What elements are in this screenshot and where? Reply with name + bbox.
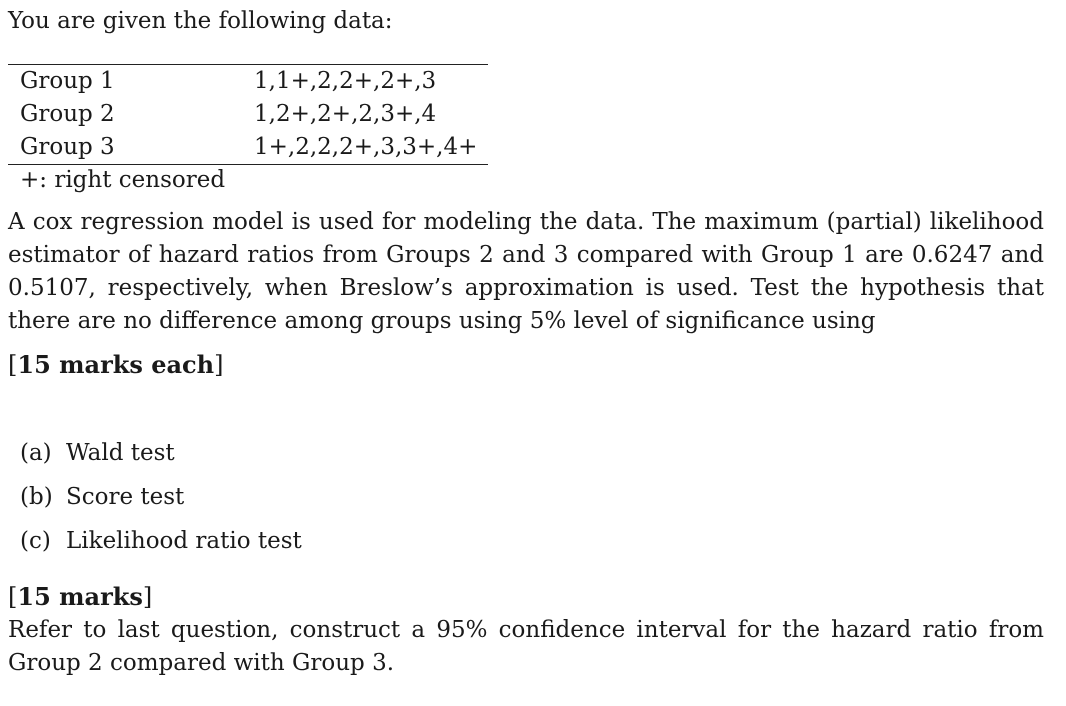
list-item xyxy=(20,482,302,526)
list-item xyxy=(20,438,302,482)
left-bracket: [ xyxy=(8,351,18,379)
marks-label-text: 15 marks each xyxy=(17,350,215,379)
list-item xyxy=(20,526,302,570)
marks-label-text: 15 marks xyxy=(17,582,143,611)
group-label: Group 3 xyxy=(20,134,115,160)
question-parts xyxy=(20,438,302,570)
group-label: Group 2 xyxy=(20,101,115,127)
part-text: Score test xyxy=(66,484,185,510)
right-bracket: ] xyxy=(214,351,224,379)
part-text: Wald test xyxy=(66,440,175,466)
group-label: Group 1 xyxy=(20,68,115,94)
part-label: (b) xyxy=(20,484,53,510)
group-values: 1+,2,2,2+,3,3+,4+ xyxy=(254,134,478,160)
marks-label xyxy=(8,350,223,380)
question-2-text: Refer to last question, construct a 95% confidence interval for the hazard ratio from Group 2 compared with Group 3. xyxy=(8,617,1044,676)
marks-label-2 xyxy=(8,582,152,612)
table-row xyxy=(8,65,488,98)
table-row xyxy=(8,98,488,131)
table-row xyxy=(8,131,488,164)
group-values: 1,2+,2+,2,3+,4 xyxy=(254,101,437,127)
part-label: (c) xyxy=(20,528,51,554)
question-text: A cox regression model is used for modeling the data. The maximum (partial) likelihood estimator of hazard ratios from Groups 2 and 3 compared with Group 1 are 0.6247 and 0.5107, respectively, when Breslow’s approximation is used. Test the hypothesis that there are no difference among groups using 5% level of significance using xyxy=(8,209,1044,334)
table-footnote: +: right censored xyxy=(20,167,226,193)
left-bracket: [ xyxy=(8,583,18,611)
data-table xyxy=(8,64,488,164)
part-text: Likelihood ratio test xyxy=(66,528,302,554)
intro-text: You are given the following data: xyxy=(8,8,393,34)
group-values: 1,1+,2,2+,2+,3 xyxy=(254,68,437,94)
part-label: (a) xyxy=(20,440,52,466)
right-bracket: ] xyxy=(142,583,153,611)
